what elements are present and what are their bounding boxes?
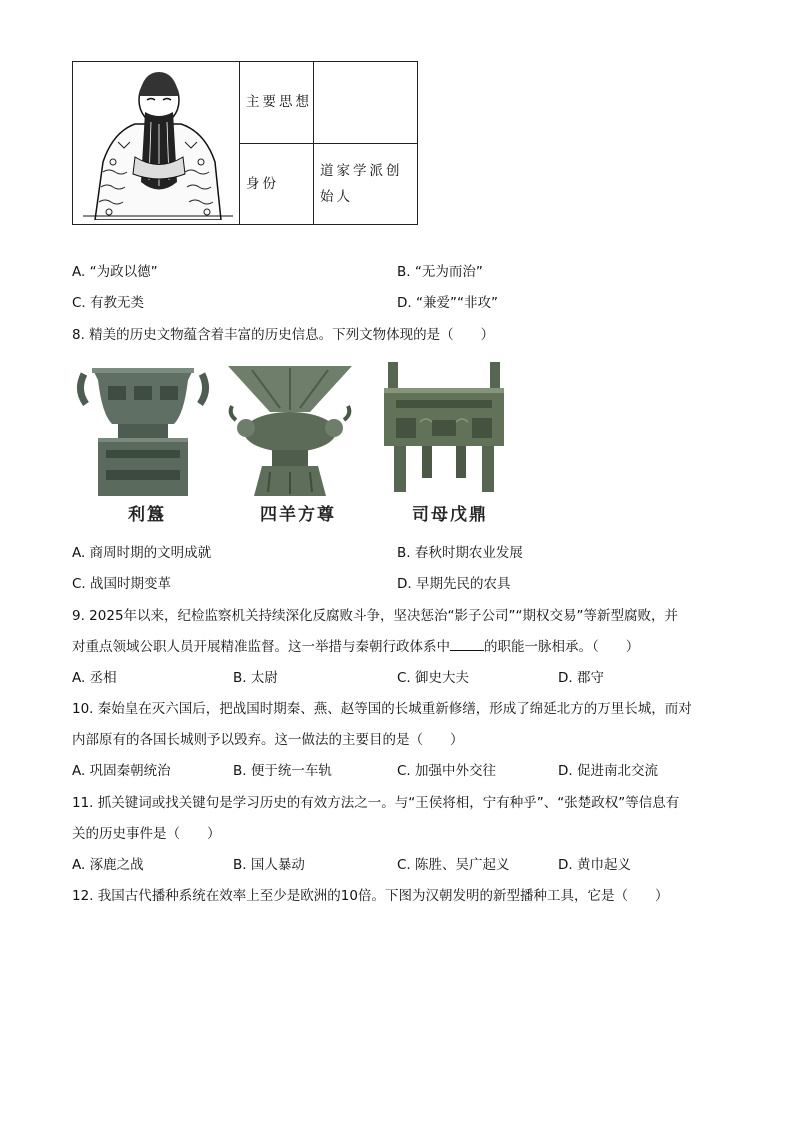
question-7-table bbox=[72, 61, 418, 225]
q8-option-c[interactable]: C. 战国时期变革 bbox=[72, 576, 172, 592]
q9-answer-blank bbox=[450, 638, 484, 651]
q11-option-a[interactable]: A. 涿鹿之战 bbox=[72, 857, 144, 873]
q7-option-d[interactable]: D. “兼爱”“非攻” bbox=[397, 295, 498, 311]
q11-option-d[interactable]: D. 黄巾起义 bbox=[558, 857, 631, 873]
laozi-portrait-image bbox=[73, 62, 239, 220]
q7-option-b[interactable]: B. “无为而治” bbox=[397, 264, 483, 280]
value-identity: 道家学派创始人 bbox=[314, 143, 418, 225]
four-goat-zun-image bbox=[222, 360, 358, 498]
q10-stem-line1: 10. 秦始皇在灭六国后，把战国时期秦、燕、赵等国的长城重新修缮，形成了绵延北方的万里长城，而对 bbox=[72, 701, 692, 717]
value-main-thought bbox=[314, 62, 418, 144]
laozi-portrait-cell bbox=[73, 62, 240, 225]
q10-option-c[interactable]: C. 加强中外交往 bbox=[397, 763, 497, 779]
q8-stem: 8. 精美的历史文物蕴含着丰富的历史信息。下列文物体现的是（ ） bbox=[72, 327, 495, 343]
li-gui-image bbox=[72, 360, 214, 498]
q10-option-a[interactable]: A. 巩固秦朝统治 bbox=[72, 763, 171, 779]
q9-option-c[interactable]: C. 御史大夫 bbox=[397, 670, 470, 686]
q9-stem-line2-a: 对重点领域公职人员开展精准监督。这一举措与秦朝行政体系中 bbox=[72, 639, 450, 655]
q9-stem-line1: 9. 2025年以来，纪检监察机关持续深化反腐败斗争，坚决惩治“影子公司”“期权交易”等新型腐败，并 bbox=[72, 608, 679, 624]
q7-option-c[interactable]: C. 有教无类 bbox=[72, 295, 145, 311]
q8-option-b[interactable]: B. 春秋时期农业发展 bbox=[397, 545, 523, 561]
q8-option-a[interactable]: A. 商周时期的文明成就 bbox=[72, 545, 212, 561]
q9-option-b[interactable]: B. 太尉 bbox=[233, 670, 278, 686]
q11-option-c[interactable]: C. 陈胜、吴广起义 bbox=[397, 857, 510, 873]
q10-option-b[interactable]: B. 便于统一车轨 bbox=[233, 763, 332, 779]
q9-stem-line2-b: 的职能一脉相承。（ ） bbox=[484, 639, 640, 655]
q10-option-d[interactable]: D. 促进南北交流 bbox=[558, 763, 658, 779]
caption-li-gui: 利簋 bbox=[128, 505, 166, 525]
q7-option-a[interactable]: A. “为政以德” bbox=[72, 264, 158, 280]
label-identity: 身份 bbox=[240, 143, 314, 225]
caption-simuwu-ding: 司母戊鼎 bbox=[412, 505, 488, 525]
q12-stem: 12. 我国古代播种系统在效率上至少是欧洲的10倍。下图为汉朝发明的新型播种工具，它是（ ） bbox=[72, 888, 669, 904]
q11-option-b[interactable]: B. 国人暴动 bbox=[233, 857, 305, 873]
q9-option-a[interactable]: A. 丞相 bbox=[72, 670, 117, 686]
caption-four-goat-zun: 四羊方尊 bbox=[260, 505, 336, 525]
q11-stem-line2: 关的历史事件是（ ） bbox=[72, 826, 221, 842]
q9-option-d[interactable]: D. 郡守 bbox=[558, 670, 604, 686]
q10-stem-line2: 内部原有的各国长城则予以毁弃。这一做法的主要目的是（ ） bbox=[72, 732, 464, 748]
label-main-thought: 主要思想 bbox=[240, 62, 314, 144]
simuwu-ding-image bbox=[376, 360, 512, 498]
q8-option-d[interactable]: D. 早期先民的农具 bbox=[397, 576, 511, 592]
q11-stem-line1: 11. 抓关键词或找关键句是学习历史的有效方法之一。与“王侯将相，宁有种乎”、“张楚政权”等信息有 bbox=[72, 795, 680, 811]
q9-stem-line2 bbox=[72, 635, 639, 655]
